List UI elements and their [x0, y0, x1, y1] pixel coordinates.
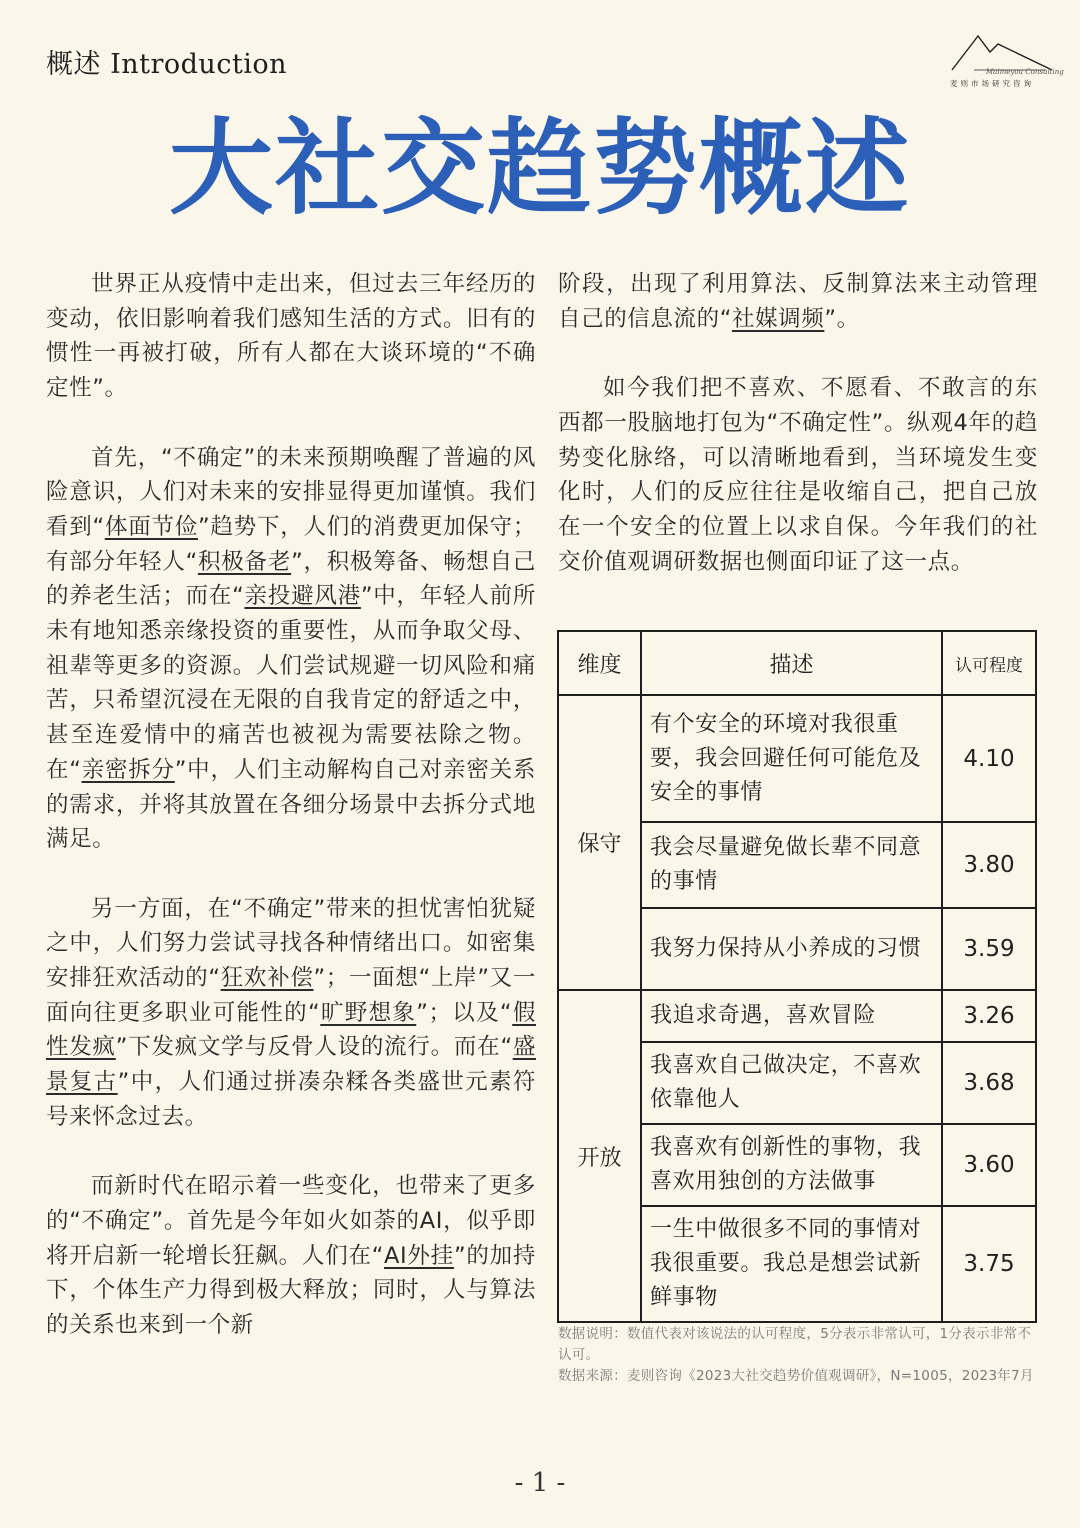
score-cell: 3.68 [942, 1042, 1036, 1124]
dimension-cell: 保守 [558, 695, 641, 990]
header-dimension: 维度 [558, 631, 641, 695]
trend-link[interactable]: 假性发疯 [46, 999, 537, 1061]
trend-link[interactable]: 社媒调频 [731, 305, 825, 332]
paragraph: 阶段，出现了利用算法、反制算法来主动管理自己的信息流的“社媒调频”。 [558, 271, 1038, 332]
score-cell: 3.26 [942, 990, 1036, 1042]
table-row [558, 695, 1036, 822]
trend-link[interactable]: 积极备老 [197, 548, 292, 575]
header-rating: 认可程度 [942, 631, 1036, 695]
trend-link[interactable]: 亲密拆分 [81, 756, 175, 783]
trend-link[interactable]: AI外挂 [384, 1242, 454, 1269]
values-table [557, 630, 1037, 1323]
paragraph: 而新时代在昭示着一些变化，也带来了更多的“不确定”。首先是今年如火如荼的AI，似乎即将开启新一轮增长狂飙。人们在“AI外挂”的加持下，个体生产力得到极大释放；同时，人与算法的关系也来到一个新 [46, 1173, 536, 1339]
description-cell: 我追求奇遇，喜欢冒险 [641, 990, 942, 1042]
table-row [558, 990, 1036, 1042]
table-header-row [558, 631, 1036, 695]
score-cell: 3.75 [942, 1206, 1036, 1322]
section-label: 概述 Introduction [46, 49, 288, 80]
description-cell: 我会尽量避免做长辈不同意的事情 [641, 822, 942, 908]
trend-link[interactable]: 狂欢补偿 [220, 965, 314, 992]
description-cell: 我喜欢有创新性的事物，我喜欢用独创的方法做事 [641, 1124, 942, 1206]
paragraph: 另一方面，在“不确定”带来的担忧害怕犹疑之中，人们努力尝试寻找各种情绪出口。如密集安排狂欢活动的“狂欢补偿”；一面想“上岸”又一面向往更多职业可能性的“旷野想象”；以及“假性发疯”下发疯文学与反骨人设的流行。而在“盛景复古”中，人们通过拼凑杂糅各类盛世元素符号来怀念过去。 [46, 895, 537, 1130]
table-notes [558, 1324, 1038, 1387]
brand-logo [946, 30, 1064, 92]
score-cell: 3.59 [942, 908, 1036, 990]
score-cell: 3.60 [942, 1124, 1036, 1206]
description-cell: 一生中做很多不同的事情对我很重要。我总是想尝试新鲜事物 [641, 1206, 942, 1322]
score-cell: 3.80 [942, 822, 1036, 908]
source-note: 数据来源：麦则咨询《2023大社交趋势价值观调研》，N=1005，2023年7月 [558, 1368, 1034, 1384]
description-cell: 有个安全的环境对我很重要，我会回避任何可能危及安全的事情 [641, 695, 942, 822]
header-description: 描述 [641, 631, 942, 695]
paragraph: 首先，“不确定”的未来预期唤醒了普遍的风险意识，人们对未来的安排显得更加谨慎。我们看到“体面节俭”趋势下，人们的消费更加保守；有部分年轻人“积极备老”，积极筹备、畅想自己的养老生活；而在“亲投避风港”中，年轻人前所未有地知悉亲缘投资的重要性，从而争取父母、祖辈等更多的资源。人们尝试规避一切风险和痛苦，只希望沉浸在无限的自我肯定的舒适之中，甚至连爱情中的痛苦也被视为需要祛除之物。在“亲密拆分”中，人们主动解构自己对亲密关系的需求，并将其放置在各细分场景中去拆分式地满足。 [46, 444, 537, 853]
description-cell: 我喜欢自己做决定，不喜欢依靠他人 [641, 1042, 942, 1124]
trend-link[interactable]: 旷野想象 [320, 999, 417, 1026]
page-title: 大社交趋势概述 [168, 106, 911, 229]
trend-link[interactable]: 亲投避风港 [244, 583, 361, 610]
logo-text: 麦则市场研究咨询 [950, 79, 1034, 88]
right-text-column [558, 267, 1038, 614]
dimension-cell: 开放 [558, 990, 641, 1322]
trend-link[interactable]: 盛景复古 [46, 1034, 536, 1096]
logo-script: Maimeyou Consulting [986, 68, 1064, 76]
data-note: 数据说明：数值代表对该说法的认可程度，5分表示非常认可，1分表示非常不认可。 [558, 1326, 1032, 1363]
page-number: - 1 - [514, 1468, 566, 1498]
score-cell: 4.10 [942, 695, 1036, 822]
left-text-column [46, 267, 536, 1377]
trend-link[interactable]: 体面节俭 [104, 513, 199, 540]
description-cell: 我努力保持从小养成的习惯 [641, 908, 942, 990]
paragraph: 如今我们把不喜欢、不愿看、不敢言的东西都一股脑地打包为“不确定性”。纵观4年的趋势变化脉络，可以清晰地看到，当环境发生变化时，人们的反应往往是收缩自己，把自己放在一个安全的位置上以求自保。今年我们的社交价值观调研数据也侧面印证了这一点。 [558, 375, 1038, 575]
paragraph: 世界正从疫情中走出来，但过去三年经历的变动，依旧影响着我们感知生活的方式。旧有的惯性一再被打破，所有人都在大谈环境的“不确定性”。 [46, 271, 536, 402]
